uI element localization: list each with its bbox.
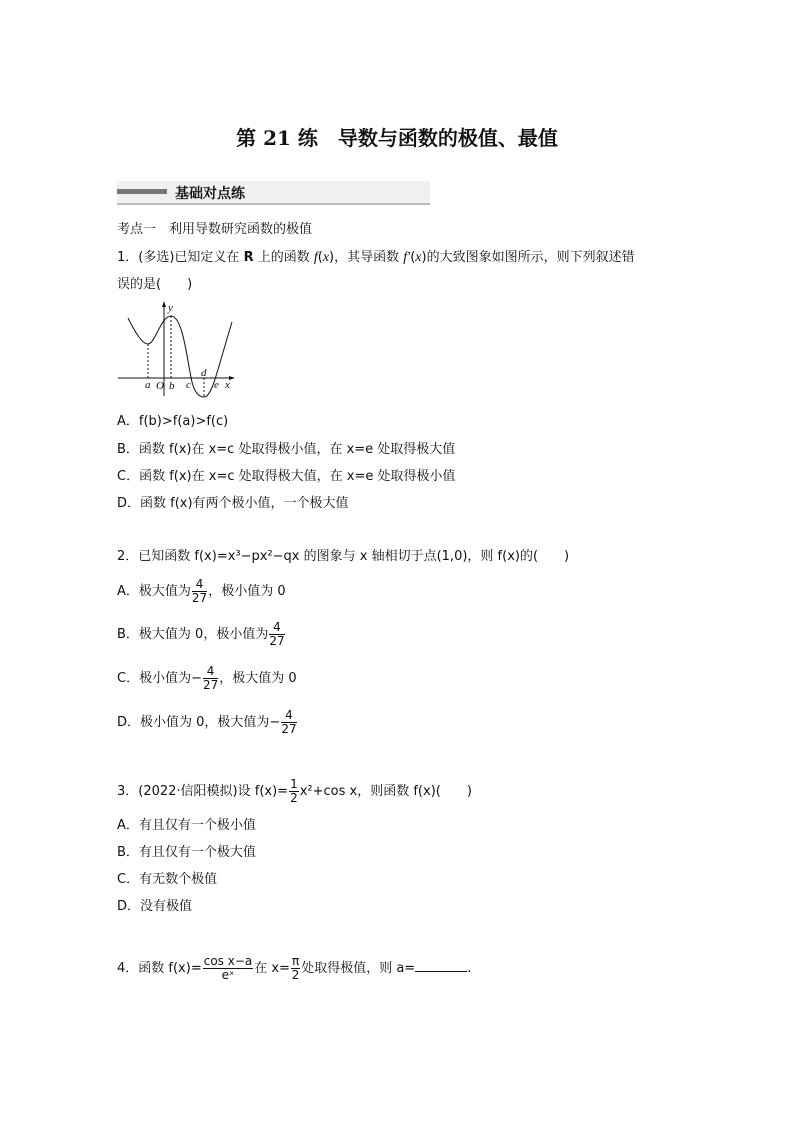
text: 4．函数 f(x)= (117, 961, 202, 976)
denominator: 2 (290, 791, 298, 805)
question-1-stem-line2: 误的是( ) (117, 277, 193, 292)
denominator: 2 (291, 968, 300, 982)
question-4-stem (117, 955, 471, 982)
text: x²+cos x，则函数 f(x)( ) (299, 784, 472, 799)
text: D．极小值为 0，极大值为− (117, 715, 281, 730)
fraction (289, 778, 299, 805)
text: 在 x= (254, 961, 290, 976)
x-arrow-icon (229, 376, 235, 380)
label-x: x (225, 379, 230, 391)
q1-option-a: A．f(b)>f(a)>f(c) (117, 414, 229, 429)
q1-option-d: D．函数 f(x)有两个极小值，一个极大值 (117, 496, 349, 511)
denominator: 27 (202, 678, 219, 692)
text: 处取得极值，则 a= (301, 961, 416, 976)
label-a: a (145, 379, 151, 391)
text: R (243, 250, 254, 265)
label-b: b (169, 380, 175, 392)
text: ( (410, 250, 416, 265)
text: f (313, 250, 318, 265)
fraction (203, 955, 254, 982)
text: x (415, 250, 422, 265)
section-header (117, 181, 430, 205)
fraction (203, 665, 218, 692)
section-bar (117, 189, 167, 194)
text: )，其导函数 (329, 250, 404, 265)
denominator: eˣ (221, 968, 235, 982)
question-1-stem (117, 249, 635, 267)
q3-option-a: A．有且仅有一个极小值 (117, 818, 256, 833)
text: 1．(多选)已知定义在 (117, 250, 244, 265)
numerator: 4 (281, 709, 296, 723)
y-arrow-icon (162, 301, 166, 307)
q3-option-b: B．有且仅有一个极大值 (117, 845, 256, 860)
fraction (281, 709, 296, 736)
derivative-graph (115, 300, 240, 400)
fraction (192, 578, 207, 605)
text: 3．(2022·信阳模拟)设 f(x)= (117, 784, 289, 799)
label-e: e (214, 379, 219, 391)
numerator: π (291, 954, 300, 968)
text: A．极大值为 (117, 584, 191, 599)
page-title: 第 21 练 导数与函数的极值、最值 (236, 126, 558, 150)
text: ( (317, 250, 323, 265)
text: 上的函数 (253, 250, 314, 265)
q2-option-c (117, 665, 297, 692)
text: ，极小值为 0 (208, 584, 286, 599)
denominator: 27 (281, 722, 297, 736)
text: f′ (403, 250, 411, 265)
numerator: cos x−a (203, 954, 253, 968)
answer-blank[interactable] (415, 959, 467, 972)
section-label: 基础对点练 (175, 186, 245, 202)
q2-option-d (117, 709, 298, 736)
question-2-stem: 2．已知函数 f(x)=x³−px²−qx 的图象与 x 轴相切于点(1,0)，则 f(x)的( ) (117, 549, 570, 564)
numerator: 4 (269, 621, 284, 635)
label-o: O (156, 380, 164, 392)
question-3-stem (117, 778, 472, 805)
text: C．极小值为− (117, 671, 202, 686)
numerator: 4 (203, 665, 218, 679)
q1-option-b: B．函数 f(x)在 x=c 处取得极小值，在 x=e 处取得极大值 (117, 442, 456, 457)
text: . (467, 961, 472, 976)
fraction (269, 621, 284, 648)
topic-heading: 考点一 利用导数研究函数的极值 (117, 222, 313, 237)
denominator: 27 (269, 634, 285, 648)
text: B．极大值为 0，极小值为 (117, 627, 269, 642)
label-d: d (201, 367, 207, 379)
q2-option-b (117, 621, 286, 648)
text: x (322, 250, 330, 265)
text: )的大致图象如图所示，则下列叙述错 (421, 250, 635, 265)
numerator: 4 (192, 578, 207, 592)
q1-option-c: C．函数 f(x)在 x=c 处取得极大值，在 x=e 处取得极小值 (117, 469, 456, 484)
label-y: y (168, 302, 173, 314)
q2-option-a (117, 578, 286, 605)
denominator: 27 (191, 591, 208, 605)
text: ，极大值为 0 (219, 671, 297, 686)
q3-option-d: D．没有极值 (117, 899, 193, 914)
fraction (291, 955, 300, 982)
numerator: 1 (290, 777, 298, 791)
q3-option-c: C．有无数个极值 (117, 872, 218, 887)
label-c: c (186, 379, 191, 391)
